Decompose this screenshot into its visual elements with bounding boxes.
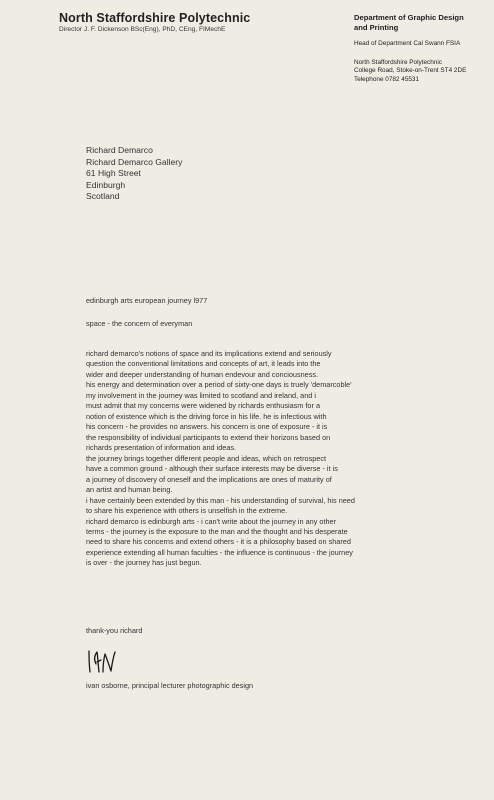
- letterhead-left: [59, 11, 250, 33]
- recipient-line: Edinburgh: [86, 179, 126, 190]
- recipient-address: [86, 145, 182, 203]
- director-line: Director J. F. Dickenson BSc(Eng), PhD, CEng, FIMechE: [59, 26, 226, 33]
- body-line: is over - the journey has just begun.: [86, 558, 202, 568]
- institution-name: North Staffordshire Polytechnic: [59, 11, 251, 25]
- telephone-line: Telephone 0782 45531: [354, 75, 420, 83]
- body-line: i have certainly been extended by this man - his understanding of survival, his need: [86, 495, 355, 505]
- body-line: question the conventional limitations and concepts of art, it leads into the: [86, 359, 321, 369]
- body-line: a journey of discovery of oneself and the implications are ones of maturity of: [86, 474, 332, 484]
- body-line: his concern - he provides no answers. his concern is one of exposure - it is: [86, 422, 328, 432]
- head-of-department: Head of Department Cal Swann FSIA: [354, 40, 461, 47]
- recipient-line: Scotland: [86, 191, 120, 202]
- body-line: need to share his concerns and extend others - it is a philosophy based on shared: [86, 537, 351, 547]
- signer-name: ivan osborne, principal lecturer photographic design: [86, 681, 254, 690]
- department-name-line1: Department of Graphic Design: [354, 13, 464, 22]
- body-line: richards presentation of information and ideas.: [86, 443, 237, 453]
- body-line: to share his experience with others is unselfish in the extreme.: [86, 506, 288, 516]
- body-line: must admit that my concerns were widened by richards enthusiasm for a: [86, 401, 321, 411]
- letter-signoff: thank-you richard: [86, 626, 143, 635]
- recipient-line: Richard Demarco Gallery: [86, 156, 183, 167]
- address-line: College Road, Stoke-on-Trent ST4 2DE: [354, 67, 467, 75]
- body-line: richard demarco's notions of space and its implications extend and seriously: [86, 349, 332, 358]
- body-line: richard demarco is edinburgh arts - i can't write about the journey in any other: [86, 516, 337, 526]
- body-line: notion of existence which is the driving force in his life. he is infectious with: [86, 411, 327, 421]
- recipient-line: 61 High Street: [86, 168, 141, 179]
- letter-subtitle: space - the concern of everyman: [86, 319, 193, 328]
- body-line: an artist and human being.: [86, 485, 173, 495]
- body-line: the journey brings together different people and ideas, which on retrospect: [86, 453, 327, 463]
- body-line: experience extending all human faculties - the influence is continuous - the journey: [86, 547, 353, 557]
- handwritten-signature: [86, 646, 118, 676]
- letter-subject: edinburgh arts european journey l977: [86, 296, 208, 305]
- letter-body: [86, 349, 355, 569]
- letterhead-right: [354, 13, 466, 84]
- address-line: North Staffordshire Polytechnic: [354, 59, 442, 66]
- body-line: the responsibility of individual participants to extend their horizons based on: [86, 432, 331, 442]
- body-line: wider and deeper understanding of human endevour and conciousness.: [86, 369, 319, 379]
- institution-address: [354, 59, 466, 84]
- recipient-line: Richard Demarco: [86, 145, 153, 155]
- body-line: my involvement in the journey was limited to scotland and ireland, and i: [86, 390, 316, 400]
- body-line: his energy and determination over a period of sixty-one days is truely 'demarcoble': [86, 380, 352, 390]
- body-line: have a common ground - although their surface interests may be diverse - it is: [86, 464, 338, 474]
- body-line: terms - the journey is the exposure to the man and the thought and his desperate: [86, 526, 348, 536]
- department-name-line2: and Printing: [354, 23, 399, 32]
